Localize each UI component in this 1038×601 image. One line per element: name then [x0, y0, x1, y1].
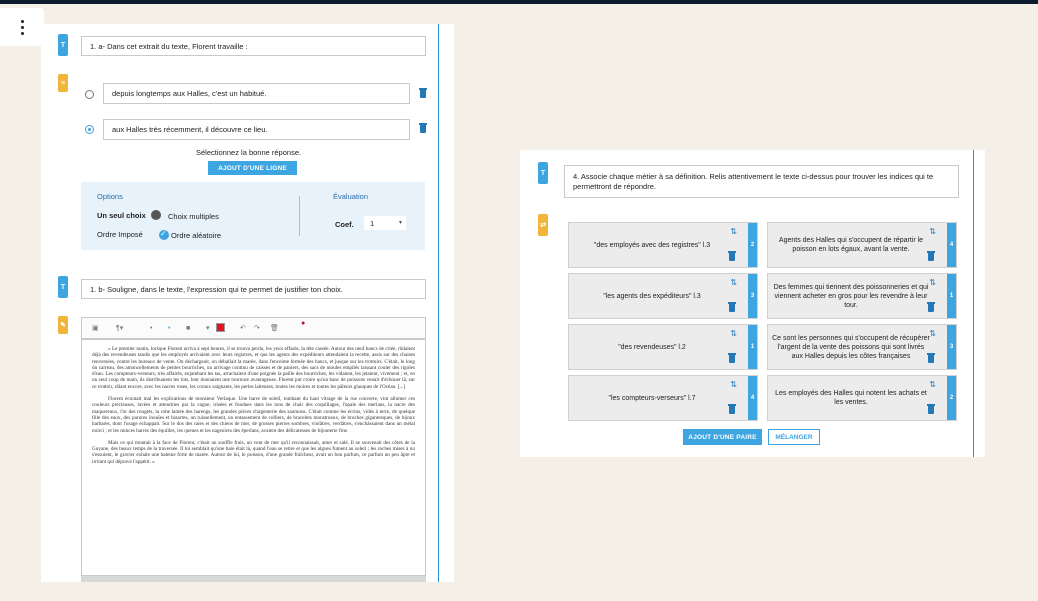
pair-left-1-text: "des employés avec des registres" l.3 — [593, 241, 711, 249]
choice-mode-toggle[interactable] — [151, 210, 161, 220]
scroll-footer[interactable] — [81, 576, 426, 582]
pair-right-4[interactable] — [767, 375, 957, 421]
format-icon[interactable]: ¶▾ — [116, 325, 124, 332]
options-divider — [299, 196, 300, 236]
pair-right-3[interactable] — [767, 324, 957, 370]
pair-number-strip: 2 — [748, 223, 757, 267]
pair-left-2[interactable] — [568, 273, 758, 319]
question-4-label[interactable]: 4. Associe chaque métier à sa définition. Relis attentivement le texte ci-dessus pour trouver les indices qui te permettront de répondre. — [564, 165, 959, 198]
underline-block-tag[interactable]: ✎ — [58, 316, 68, 334]
answer-radio-1[interactable] — [85, 90, 94, 99]
pair-right-2-text: Des femmes qui tiennent des poissonneries et qui viennent acheter en gros pour les revendre à leur tour. — [773, 283, 929, 309]
multiple-choice-label: Choix multiples — [168, 212, 219, 221]
delete-option-2-icon[interactable] — [420, 125, 426, 133]
pair-number-strip: 3 — [748, 274, 757, 318]
evaluation-title: Évaluation — [333, 192, 369, 201]
order-imposed-label: Ordre Imposé — [97, 230, 143, 239]
question-1a-label[interactable]: 1. a- Dans cet extrait du texte, Florent travaille : — [81, 36, 426, 56]
text-block-tag-2[interactable]: T — [58, 276, 68, 298]
single-choice-label: Un seul choix — [97, 211, 146, 220]
pair-number-strip: 4 — [748, 376, 757, 420]
pair-left-4[interactable] — [568, 375, 758, 421]
pair-right-1-text: Agents des Halles qui s'occupent de répartir le poisson en lots égaux, avant la vente. — [778, 237, 924, 253]
add-pair-button[interactable]: AJOUT D'UNE PAIRE — [683, 429, 762, 445]
order-mode-toggle[interactable] — [159, 230, 169, 240]
options-title: Options — [97, 192, 123, 201]
passage-paragraph-3: Mais ce qui montait à la face de Florent, c'était un souffle frais, un vent de mer qu'il reconnaissait, amer et salé. Il se souvenait des côtes de la Guyane, des beaux temps de la traversée. Il lui semblait qu'une baie était là, quand l'eau se retire et que les algues fument au soleil ; les roches mises à nu s'essuient, le gravier exhale une haleine forte de marée. Autour de lui, le poisson, d'une grande fraîcheur, avait un bon parfum, ce parfum un peu âpre et irritant qui déprave l'appétit. » — [92, 439, 415, 465]
passage-text-area[interactable] — [81, 339, 426, 576]
instruction-text: Sélectionnez la bonne réponse. — [196, 148, 302, 157]
text-block-tag[interactable]: T — [58, 34, 68, 56]
options-panel — [81, 182, 425, 250]
kebab-menu-button[interactable] — [0, 8, 44, 46]
sort-icon[interactable]: ⇅ — [730, 227, 737, 236]
sort-icon[interactable]: ⇅ — [730, 380, 737, 389]
pair-left-3[interactable] — [568, 324, 758, 370]
size-small-icon[interactable]: • — [150, 325, 153, 332]
panel-border-right — [973, 150, 974, 457]
marker-icon[interactable]: ● — [301, 320, 306, 327]
sort-icon[interactable]: ⇅ — [929, 380, 936, 389]
delete-pair-icon[interactable] — [729, 253, 735, 261]
shuffle-button[interactable]: MÉLANGER — [768, 429, 820, 445]
pair-left-1[interactable] — [568, 222, 758, 268]
passage-paragraph-2: Florent écoutait mal les explications de monsieur Verlaque. Une barre de soleil, tombant du haut vitrage de la rue couverte, vint allumer ces couleurs précieuses, lavées et attendries par la vague, irisées et fondues dans les tons de chair des coquillages, l'opale des merlans, la nacre des maquereaux, l'or des rougets, la robe lamée des harengs, les grandes pièces d'argenterie des saumons. C'était comme les écrins, vidés à terre, de quelque fille des eaux, des parures inouïes et bizarres, un ruissellement, un entassement de colliers, de bracelets monstrueux, de broches gigantesques, de bijoux barbares, dont l'usage échappait. Sur le dos des raies et des chiens de mer, de grosses pierres sombres, violâtres, verdâtres, s'enchâssaient dans un métal noirci ; et les minces barres des équilles, les queues et les nageoires des éperlans, avaient des délicatesses de bijouterie fine. — [92, 396, 415, 434]
pair-right-4-text: Les employés des Halles qui notent les achats et les ventes. — [775, 390, 927, 406]
delete-pair-icon[interactable] — [729, 304, 735, 312]
delete-pair-icon[interactable] — [928, 355, 934, 363]
pair-number-strip: 4 — [947, 223, 956, 267]
pair-left-3-text: "des revendeuses" l.2 — [618, 343, 686, 351]
pair-right-2[interactable] — [767, 273, 957, 319]
delete-pair-icon[interactable] — [928, 304, 934, 312]
delete-option-1-icon[interactable] — [420, 90, 426, 98]
pair-left-4-text: "les compteurs-verseurs" l.7 — [608, 394, 696, 402]
pair-left-2-text: "les agents des expéditeurs" l.3 — [603, 292, 701, 300]
matching-block-tag[interactable]: ⇄ — [538, 214, 548, 236]
answer-option-2[interactable]: aux Halles très récemment, il découvre ce lieu. — [103, 119, 410, 140]
size-large-icon[interactable]: ■ — [186, 325, 191, 332]
add-line-button[interactable]: AJOUT D'UNE LIGNE — [208, 161, 297, 175]
answer-radio-2[interactable] — [85, 125, 94, 134]
pair-number-strip: 2 — [947, 376, 956, 420]
sort-icon[interactable]: ⇅ — [929, 329, 936, 338]
top-bar — [0, 0, 1038, 4]
left-page-panel — [41, 24, 454, 582]
random-order-label: Ordre aléatoire — [171, 231, 222, 240]
trash-icon[interactable]: 🗑 — [270, 325, 279, 332]
delete-pair-icon[interactable] — [928, 253, 934, 261]
chevron-down-icon: ▾ — [398, 220, 402, 226]
delete-pair-icon[interactable] — [928, 406, 934, 414]
editor-toolbar — [81, 317, 426, 339]
sort-icon[interactable]: ⇅ — [730, 329, 737, 338]
right-page-panel — [520, 150, 985, 457]
undo-icon[interactable]: ↶ — [240, 325, 246, 332]
kebab-menu-icon — [21, 20, 24, 35]
text-block-tag-3[interactable]: T — [538, 162, 548, 184]
pair-number-strip: 1 — [947, 274, 956, 318]
color-dropdown-icon[interactable]: ▾ — [206, 325, 210, 332]
redo-icon[interactable]: ↷ — [254, 325, 260, 332]
delete-pair-icon[interactable] — [729, 355, 735, 363]
passage-paragraph-1: « Le premier matin, lorsque Florent arriva à sept heures, il se trouva perdu, les yeux effarés, la tête cassée. Autour des neuf bancs de criée, rôdaient déjà des revendeuses tandis que les employés arrivaient avec leurs registres, et que les agents des expéditeurs attendaient la recette, assis sur des chaises renversées, contre les bureaux de vente. On déchargeait, on déballait la marée, dans l'enceinte fermée des bancs, et jusque sur les trottoirs. C'était, le long du carreau, des amoncellements de petites bourriches, un arrivage continu de caisses et de paniers, des sacs de moules empilés laissant couler des rigoles d'eau. Les compteurs-verseurs, très affairés, enjambant les tas, arrachaient d'une poignée la paille des bourriches, les vidaient, les jetaient, vivement ; et, en un seul coup de main, ils distribuaient les lots, leur donnaient une tournure avantageuse. Florent put croire qu'un banc de poissons venait d'échouer là, sur ce trottoir, râlant encore, avec les nacres roses, les coraux saignants, les perles laiteuses, toutes les moires et toutes les pâleurs glauques de l'Océan. [...] — [92, 346, 415, 390]
panel-border — [438, 24, 439, 582]
pair-number-strip: 1 — [748, 325, 757, 369]
pair-right-3-text: Ce sont les personnes qui s'occupent de récupérer l'argent de la vente des poissons qui sont livrés aux Halles depuis les côtes françaises — [772, 334, 930, 360]
sort-icon[interactable]: ⇅ — [929, 227, 936, 236]
question-1b-label[interactable]: 1. b- Souligne, dans le texte, l'expression qui te permet de justifier ton choix. — [81, 279, 426, 299]
color-swatch[interactable] — [216, 323, 225, 332]
sort-icon[interactable]: ⇅ — [929, 278, 936, 287]
qcm-block-tag[interactable]: ≡ — [58, 74, 68, 92]
image-icon[interactable]: ▣ — [92, 325, 99, 332]
delete-pair-icon[interactable] — [729, 406, 735, 414]
size-medium-icon[interactable]: • — [168, 325, 171, 332]
pair-number-strip: 3 — [947, 325, 956, 369]
coef-label: Coef. — [335, 220, 354, 229]
sort-icon[interactable]: ⇅ — [730, 278, 737, 287]
pair-right-1[interactable] — [767, 222, 957, 268]
coef-select[interactable]: 1 ▾ — [364, 216, 406, 230]
answer-option-1[interactable]: depuis longtemps aux Halles, c'est un habitué. — [103, 83, 410, 104]
